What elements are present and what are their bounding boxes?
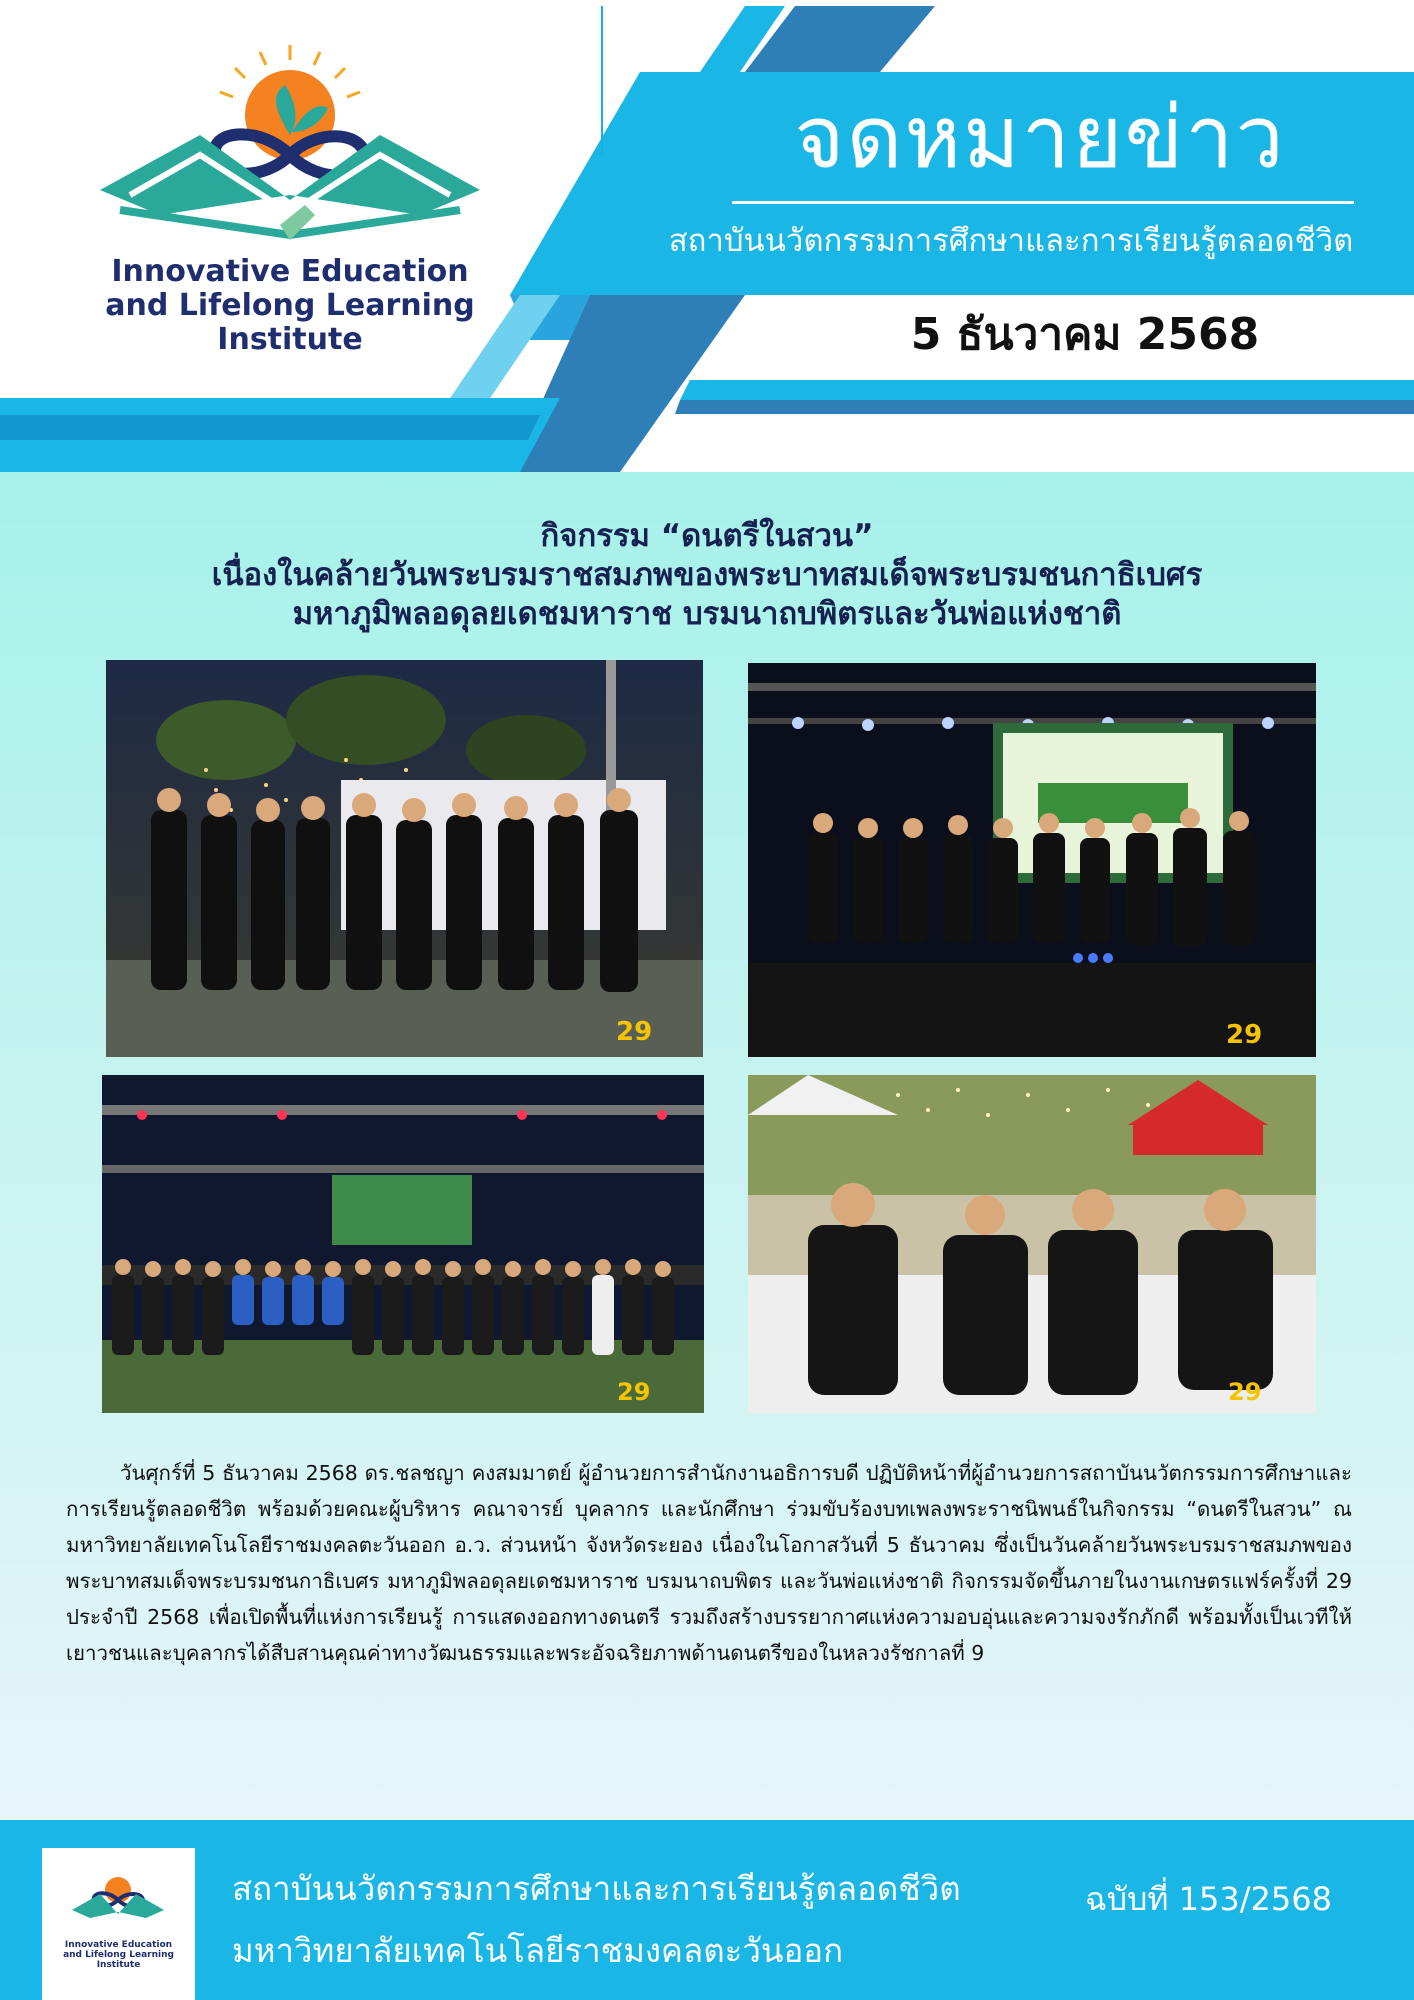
photo-3-logo-number: 29 bbox=[617, 1378, 651, 1406]
activity-title-line-3: มหาภูมิพลอดุลยเดชมหาราช บรมนาถบพิตรและวันพ่อแห่งชาติ bbox=[292, 596, 1122, 632]
footer-logo-graphic bbox=[42, 1848, 195, 1940]
logo-text-line-3: Institute bbox=[217, 322, 363, 357]
photo-2-logo-number: 29 bbox=[1226, 1020, 1263, 1050]
activity-title bbox=[60, 517, 1354, 634]
newsletter-header bbox=[0, 0, 1414, 472]
main-content bbox=[0, 472, 1414, 1820]
logo-text bbox=[80, 255, 500, 357]
footer-institute-name: สถาบันนวัตกรรมการศึกษาและการเรียนรู้ตลอดชีวิต bbox=[232, 1869, 961, 1908]
stage-group-photo bbox=[748, 663, 1316, 1057]
header-divider bbox=[601, 6, 603, 156]
issue-date: 5 ธันวาคม 2568 bbox=[910, 309, 1260, 360]
logo-text-line-1: Innovative Education bbox=[111, 254, 469, 289]
activity-title-line-2: เนื่องในคล้ายวันพระบรมราชสมภพของพระบาทสมเด็จพระบรมชนกาธิเบศร bbox=[211, 557, 1203, 593]
article-body: วันศุกร์ที่ 5 ธันวาคม 2568 ดร.ชลชญา คงสมมาตย์ ผู้อำนวยการสำนักงานอธิการบดี ปฏิบัติหน้าที่ผู้อำนวยการสถาบันนวัตกรรมการศึกษาและการเรียนรู้ตลอดชีวิต พร้อมด้วยคณะผู้บริหาร คณาจารย์ บุคลากร และนักศึกษา ร่วมขับร้องบทเพลงพระราชนิพนธ์ในกิจกรรม “ดนตรีในสวน” ณ มหาวิทยาลัยเทคโนโลยีราชมงคลตะวันออก อ.ว. ส่วนหน้า จังหวัดระยอง เนื่องในโอกาสวันที่ 5 ธันวาคม ซึ่งเป็นวันคล้ายวันพระบรมราชสมภพของพระบาทสมเด็จพระบรมชนกาธิเบศร มหาภูมิพลอดุลยเดชมหาราช บรมนาถบพิตร และวันพ่อแห่งชาติ กิจกรรมจัดขึ้นภายในงานเกษตรแฟร์ครั้งที่ 29 ประจำปี 2568 เพื่อเปิดพื้นที่แห่งการเรียนรู้ การแสดงออกทางดนตรี รวมถึงสร้างบรรยากาศแห่งความอบอุ่นและความจงรักภักดี พร้อมทั้งเป็นเวทีให้เยาวชนและบุคลากรได้สืบสานคุณค่าทางวัฒนธรรมและพระอัจฉริยภาพด้านดนตรีของในหลวงรัชกาลที่ 9 bbox=[66, 1461, 1352, 1665]
photo-1-logo-number: 29 bbox=[616, 1017, 653, 1047]
group-photo-garden bbox=[106, 660, 703, 1057]
activity-title-line-1: กิจกรรม “ดนตรีในสวน” bbox=[540, 518, 874, 554]
issue-number: ฉบับที่ 153/2568 bbox=[1085, 1880, 1332, 1918]
footer-logo-text bbox=[42, 1940, 195, 1970]
title-underline bbox=[732, 201, 1354, 204]
footer-university-name: มหาวิทยาลัยเทคโนโลยีราชมงคลตะวันออก bbox=[232, 1931, 844, 1970]
footer-logo bbox=[42, 1848, 195, 2000]
newsletter-subtitle: สถาบันนวัตกรรมการศึกษาและการเรียนรู้ตลอดชีวิต bbox=[668, 223, 1354, 259]
large-group-stage-photo bbox=[102, 1075, 704, 1413]
newsletter-footer bbox=[0, 1820, 1414, 2000]
photo-4-logo-number: 29 bbox=[1228, 1378, 1262, 1406]
footer-logo-text-line-2: and Lifelong Learning bbox=[63, 1950, 174, 1960]
footer-logo-text-line-3: Institute bbox=[96, 1960, 141, 1970]
footer-logo-text-line-1: Innovative Education bbox=[64, 1940, 173, 1950]
audience-seated-photo bbox=[748, 1075, 1316, 1413]
newsletter-title: จดหมายข่าว bbox=[794, 88, 1286, 188]
logo-text-line-2: and Lifelong Learning bbox=[105, 288, 475, 323]
